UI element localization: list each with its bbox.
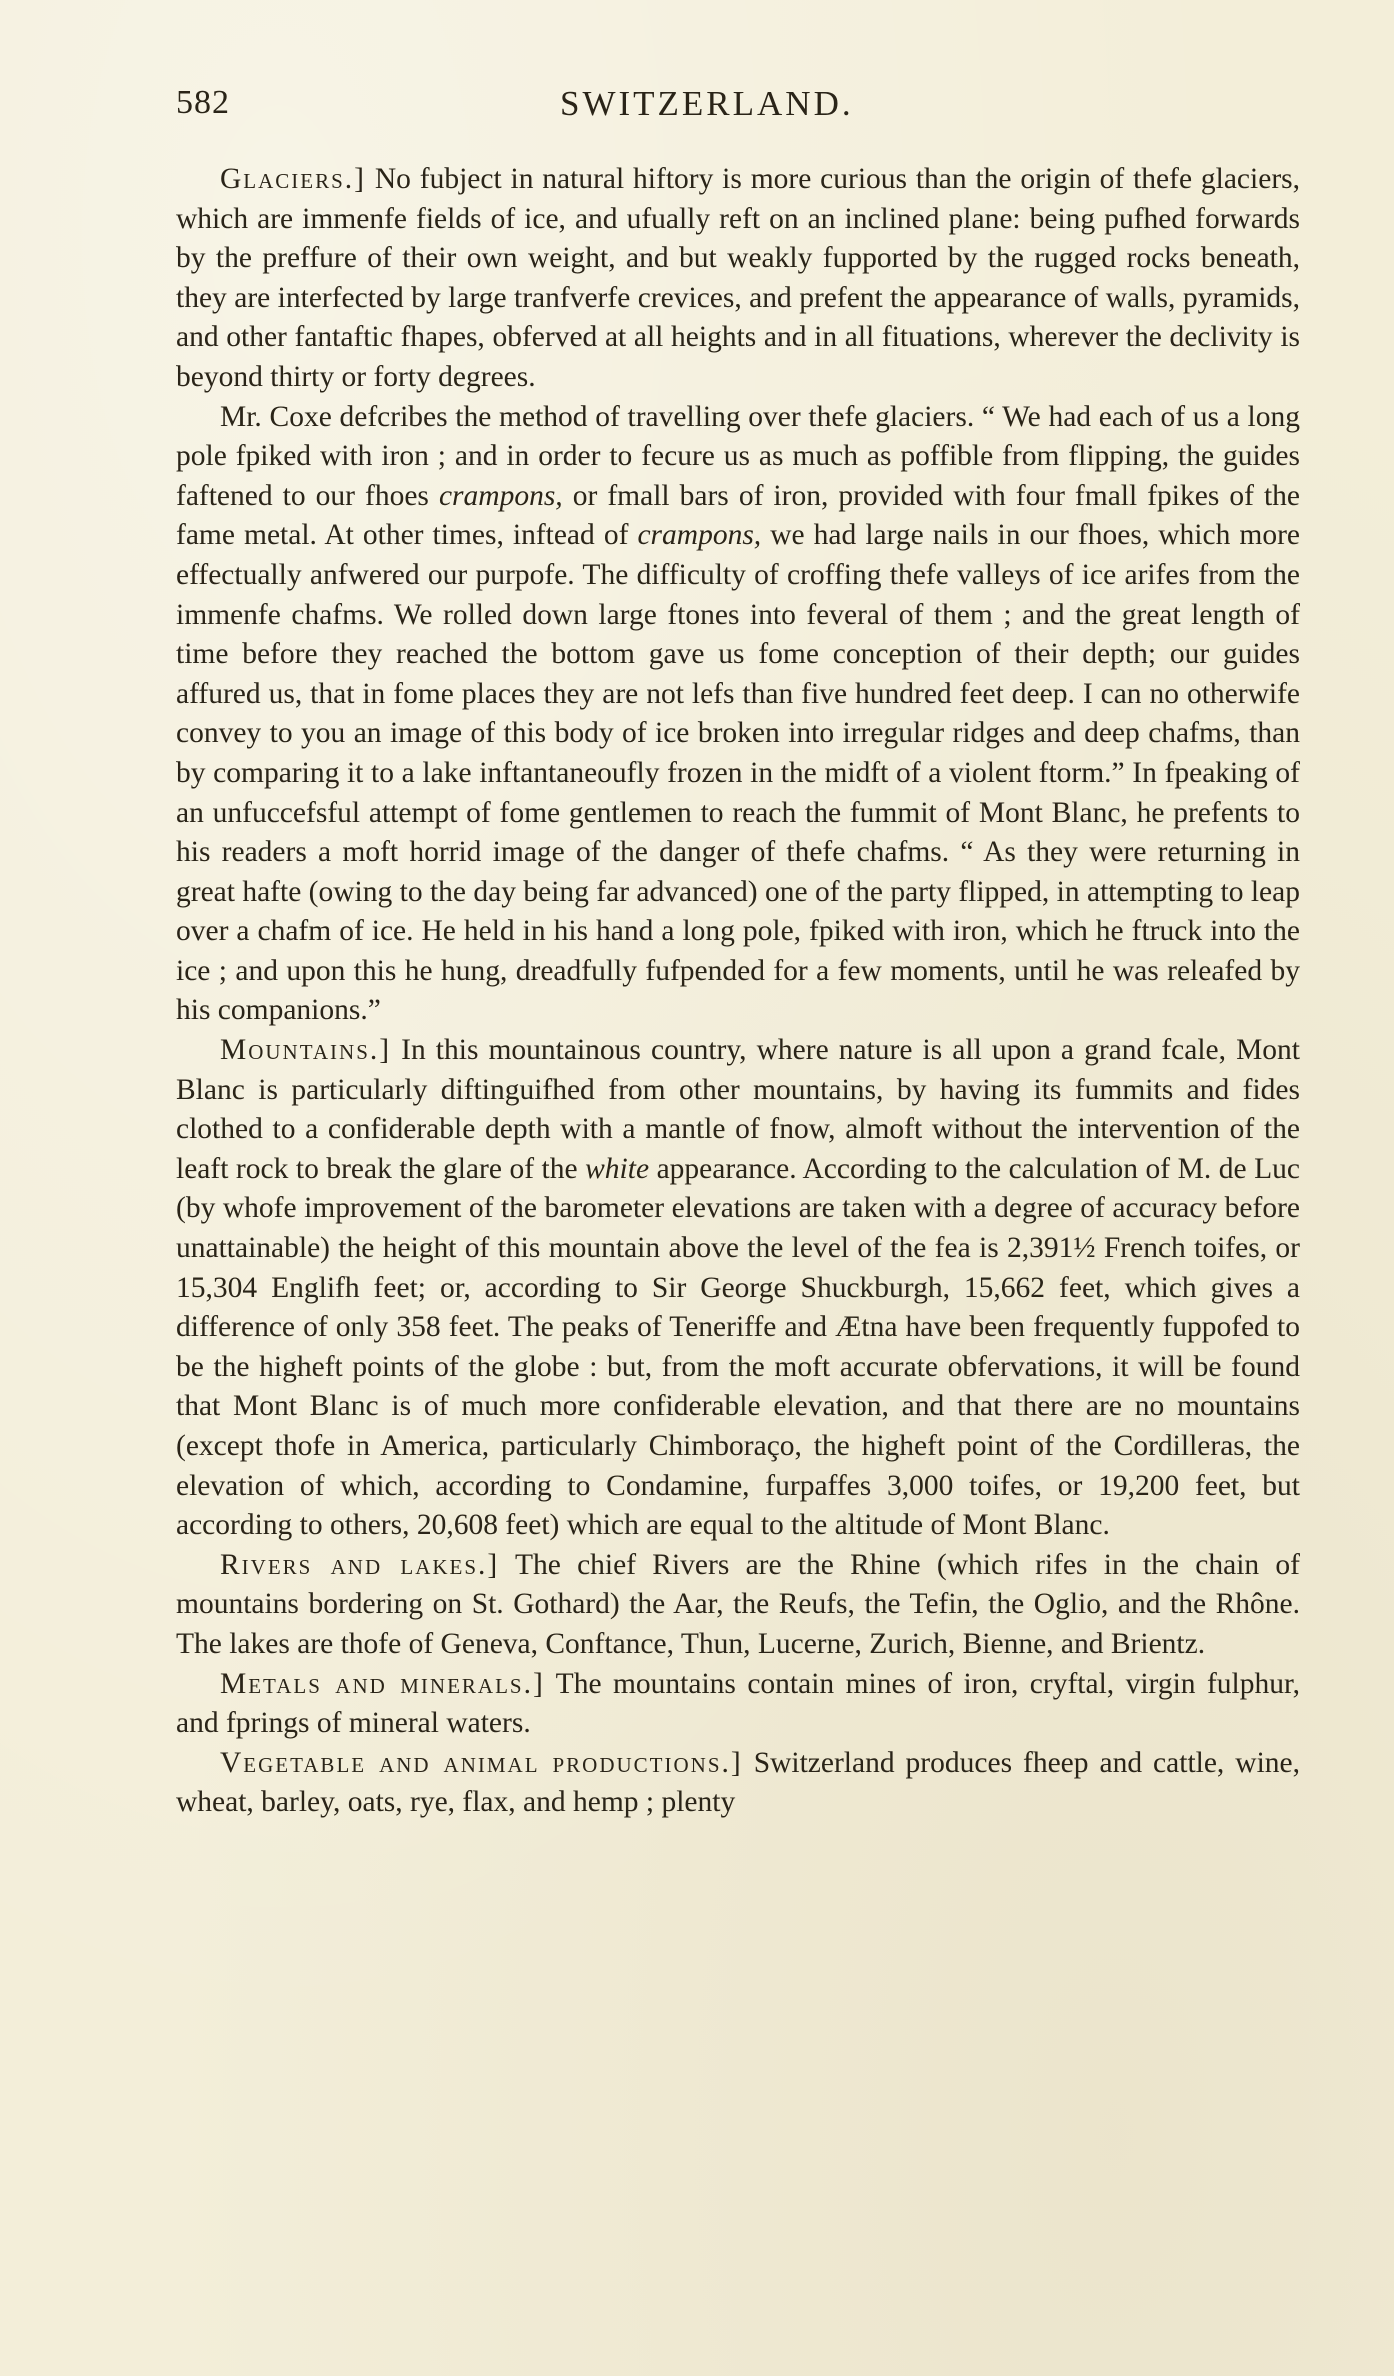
paragraph-coxe bbox=[176, 398, 1300, 1032]
italic-crampons-2: crampons, bbox=[637, 519, 762, 552]
paragraph-glaciers-text: No fubject in natural hiftory is more curious than the origin of thefe glaciers, which are immenfe fields of ice, and ufually reft on an inclined plane: being pufhed forwards by the preffure of their own weight, and but weakly fupported by the rugged rocks beneath, they are interfected by large tranfverfe crevices, and prefent the appearance of walls, pyramids, and other fantaftic fhapes, obferved at all heights and in all fituations, wherever the declivity is beyond thirty or forty degrees. bbox=[176, 163, 1300, 393]
paragraph-metals-text: The mountains contain mines of iron, cryftal, virgin fulphur, and fprings of mineral waters. bbox=[176, 1667, 1300, 1740]
section-heading-mountains: Mountains.] bbox=[220, 1034, 392, 1067]
section-heading-rivers: Rivers and lakes.] bbox=[220, 1548, 500, 1581]
paragraph-coxe-text-2: or fmall bars of iron, provided with four fmall fpikes of the fame metal. At other times, inftead of bbox=[176, 479, 1300, 552]
header-title: SWITZERLAND. bbox=[560, 84, 854, 123]
paragraph-mountains bbox=[176, 1031, 1300, 1546]
section-heading-glaciers: Glaciers.] bbox=[220, 163, 367, 195]
body-text bbox=[176, 160, 1300, 1823]
paragraph-mountains-text-1: In this mountainous country, where nature is all upon a grand fcale, Mont Blanc is particularly diftinguifhed from other mountains, by having its fummits and fides clothed to a confiderable depth with a mantle of fnow, almoft without the intervention of the leaft rock to break the glare of the bbox=[176, 1034, 1300, 1185]
running-head bbox=[176, 84, 1300, 130]
italic-white: white bbox=[585, 1152, 650, 1185]
page-number: 582 bbox=[176, 84, 230, 121]
section-heading-vegetable: Vegetable and animal productions.] bbox=[220, 1746, 743, 1779]
paragraph-coxe-text-3: we had large nails in our fhoes, which more effectually anfwered our purpofe. The difficulty of croffing thefe valleys of ice arifes from the immenfe chafms. We rolled down large ftones into feveral of them ; and the great length of time before they reached the bottom gave us fome conception of their depth; our guides affured us, that in fome places they are not lefs than five hundred feet deep. I can no otherwife convey to you an image of this body of ice broken into irregular ridges and deep chafms, than by comparing it to a lake inftantaneoufly frozen in the midft of a violent ftorm.” In fpeaking of an unfuccefsful attempt of fome gentlemen to reach the fummit of Mont Blanc, he prefents to his readers a moft horrid image of the danger of thefe chafms. “ As they were returning in great hafte (owing to the day being far advanced) one of the party flipped, in attempting to leap over a chafm of ice. He held in his hand a long pole, fpiked with iron, which he ftruck into the ice ; and upon this he hung, dreadfully fufpended for a few moments, until he was releafed by his companions.” bbox=[176, 519, 1300, 1027]
paragraph-coxe-text-1: Mr. Coxe defcribes the method of travelling over thefe glaciers. “ We had each of us a long pole fpiked with iron ; and in order to fecure us as much as poffible from flipping, the guides faftened to our fhoes bbox=[176, 400, 1300, 512]
paragraph-metals bbox=[176, 1665, 1300, 1744]
paragraph-glaciers bbox=[176, 160, 1300, 398]
section-heading-metals: Metals and minerals.] bbox=[220, 1667, 545, 1700]
paragraph-vegetable bbox=[176, 1744, 1300, 1823]
paragraph-mountains-text-2: appearance. According to the calculation of M. de Luc (by whofe improvement of the barometer elevations are taken with a degree of accuracy before unattainable) the height of this mountain above the level of the fea is 2,391½ French toifes, or 15,304 Englifh feet; or, according to Sir George Shuckburgh, 15,662 feet, which gives a difference of only 358 feet. The peaks of Teneriffe and Ætna have been frequently fuppofed to be the higheft points of the globe : but, from the moft accurate obfervations, it will be found that Mont Blanc is of much more confiderable elevation, and that there are no mountains (except thofe in America, particularly Chimboraço, the higheft point of the Cordilleras, the elevation of which, according to Condamine, furpaffes 3,000 toifes, or 19,200 feet, but according to others, 20,608 feet) which are equal to the altitude of Mont Blanc. bbox=[176, 1152, 1300, 1542]
paragraph-rivers bbox=[176, 1546, 1300, 1665]
italic-crampons-1: crampons, bbox=[438, 479, 563, 512]
paragraph-rivers-text: The chief Rivers are the Rhine (which rifes in the chain of mountains bordering on St. Gothard) the Aar, the Reufs, the Tefin, the Oglio, and the Rhône. The lakes are thofe of Geneva, Conftance, Thun, Lucerne, Zurich, Bienne, and Brientz. bbox=[176, 1548, 1300, 1660]
paragraph-vegetable-text: Switzerland produces fheep and cattle, wine, wheat, barley, oats, rye, flax, and hemp ; plenty bbox=[176, 1746, 1300, 1819]
